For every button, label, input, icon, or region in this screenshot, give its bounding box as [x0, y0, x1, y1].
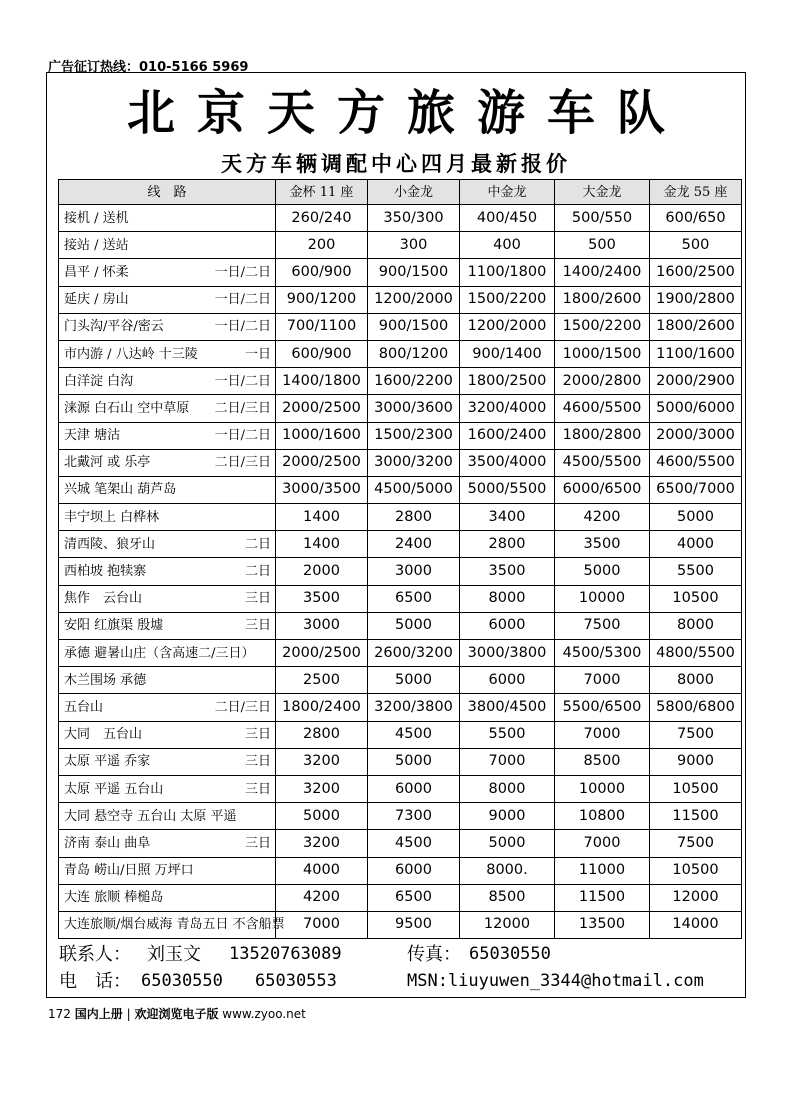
table-row [59, 286, 742, 313]
route-name: 昌平 / 怀柔 [64, 264, 129, 280]
price-cell: 1500/2200 [460, 286, 555, 313]
price-cell: 1100/1600 [650, 340, 742, 367]
table-row [59, 531, 742, 558]
footer-divider: | [126, 1007, 131, 1021]
contact-line-1 [59, 941, 739, 968]
price-cell: 11000 [555, 857, 650, 884]
page-footer [48, 1005, 306, 1022]
price-cell: 2000/3000 [650, 422, 742, 449]
price-cell: 10800 [555, 803, 650, 830]
route-name: 清西陵、狼牙山 [64, 536, 156, 552]
price-cell: 1200/2000 [368, 286, 460, 313]
price-cell: 1400/1800 [276, 368, 368, 395]
price-cell: 2800 [368, 504, 460, 531]
price-cell: 4500/5500 [555, 449, 650, 476]
price-cell: 5500 [650, 558, 742, 585]
price-cell: 350/300 [368, 205, 460, 232]
table-row [59, 449, 742, 476]
route-cell [59, 449, 276, 476]
price-cell: 4600/5500 [650, 449, 742, 476]
price-cell: 6000 [368, 775, 460, 802]
route-duration: 一日/二日 [214, 373, 271, 389]
price-cell: 3000/3200 [368, 449, 460, 476]
price-cell: 4000 [276, 857, 368, 884]
table-row [59, 504, 742, 531]
price-cell: 4500 [368, 830, 460, 857]
header-jinbei-11: 金杯 11 座 [276, 180, 368, 205]
route-name: 安阳 红旗渠 殷墟 [64, 618, 164, 634]
table-row [59, 667, 742, 694]
price-cell: 4500 [368, 721, 460, 748]
price-cell: 500 [650, 232, 742, 259]
price-cell: 2000/2500 [276, 640, 368, 667]
price-cell: 500/550 [555, 205, 650, 232]
price-cell: 3000 [368, 558, 460, 585]
route-name: 五台山 [64, 699, 104, 715]
table-row [59, 395, 742, 422]
table-row [59, 368, 742, 395]
price-cell: 600/650 [650, 205, 742, 232]
price-cell: 10500 [650, 585, 742, 612]
price-cell: 5000 [368, 748, 460, 775]
price-cell: 3200 [276, 748, 368, 775]
price-cell: 4500/5000 [368, 476, 460, 503]
ad-hotline: 广告征订热线：010-5166 5969 [48, 60, 249, 75]
route-cell [59, 748, 276, 775]
route-cell [59, 558, 276, 585]
table-row [59, 612, 742, 639]
price-cell: 1600/2500 [650, 259, 742, 286]
route-cell [59, 232, 276, 259]
price-cell: 5500/6500 [555, 694, 650, 721]
header-route: 线 路 [59, 180, 276, 205]
price-cell: 10500 [650, 775, 742, 802]
price-cell: 2000/2500 [276, 449, 368, 476]
price-cell: 7000 [276, 911, 368, 938]
route-duration: 二日 [244, 536, 271, 552]
price-cell: 2000/2500 [276, 395, 368, 422]
route-name: 大同 五台山 [64, 727, 143, 743]
price-cell: 5000 [276, 803, 368, 830]
price-cell: 7500 [650, 830, 742, 857]
price-cell: 2500 [276, 667, 368, 694]
price-cell: 900/1200 [276, 286, 368, 313]
page-title: 北京天方旅游车队 [126, 85, 687, 141]
route-cell [59, 612, 276, 639]
price-cell: 9500 [368, 911, 460, 938]
price-cell: 1800/2600 [555, 286, 650, 313]
table-row [59, 775, 742, 802]
route-name: 太原 平遥 乔家 [64, 754, 151, 770]
price-cell: 1000/1600 [276, 422, 368, 449]
price-cell: 7000 [555, 830, 650, 857]
price-cell: 1400 [276, 504, 368, 531]
route-name: 大连 旅顺 棒槌岛 [64, 890, 164, 906]
route-cell [59, 857, 276, 884]
price-cell: 14000 [650, 911, 742, 938]
price-cell: 7000 [555, 667, 650, 694]
route-name: 焦作 云台山 [64, 591, 143, 607]
price-cell: 6000 [460, 612, 555, 639]
route-name: 门头沟/平谷/密云 [64, 319, 164, 335]
route-name: 大连旅顺/烟台威海 青岛五日 不含船票 [64, 917, 285, 933]
route-cell [59, 640, 276, 667]
price-cell: 4800/5500 [650, 640, 742, 667]
route-cell [59, 667, 276, 694]
route-cell [59, 911, 285, 938]
route-cell [59, 884, 276, 911]
price-cell: 2800 [460, 531, 555, 558]
route-duration: 一日/二日 [214, 319, 271, 335]
route-duration: 二日/三日 [214, 400, 271, 416]
route-cell [59, 259, 276, 286]
price-cell: 5000/5500 [460, 476, 555, 503]
price-cell: 7500 [650, 721, 742, 748]
footer-section: 国内上册 [74, 1007, 123, 1021]
route-name: 市内游 / 八达岭 十三陵 [64, 346, 198, 362]
phone-number-2: 65030553 [255, 971, 337, 991]
route-name: 北戴河 或 乐亭 [64, 455, 151, 471]
price-cell: 1800/2800 [555, 422, 650, 449]
route-duration: 一日 [244, 346, 271, 362]
route-duration: 三日 [244, 727, 271, 743]
price-cell: 1500/2300 [368, 422, 460, 449]
route-cell [59, 830, 276, 857]
price-cell: 8000 [650, 667, 742, 694]
price-cell: 400/450 [460, 205, 555, 232]
price-cell: 2800 [276, 721, 368, 748]
price-cell: 3800/4500 [460, 694, 555, 721]
price-cell: 3400 [460, 504, 555, 531]
price-cell: 3500 [460, 558, 555, 585]
table-row [59, 585, 742, 612]
route-cell [59, 476, 276, 503]
route-name: 青岛 崂山/日照 万坪口 [64, 863, 194, 879]
price-cell: 4500/5300 [555, 640, 650, 667]
header-large-kinglong: 大金龙 [555, 180, 650, 205]
price-cell: 400 [460, 232, 555, 259]
price-cell: 800/1200 [368, 340, 460, 367]
route-duration: 一日/二日 [214, 292, 271, 308]
contact-info [59, 941, 739, 995]
route-duration: 一日/二日 [214, 264, 271, 280]
price-cell: 1800/2400 [276, 694, 368, 721]
table-row [59, 422, 742, 449]
price-cell: 5000 [368, 612, 460, 639]
price-cell: 5800/6800 [650, 694, 742, 721]
route-cell [59, 585, 276, 612]
route-cell [59, 395, 276, 422]
price-cell: 1200/2000 [460, 313, 555, 340]
route-cell [59, 340, 276, 367]
table-row [59, 911, 742, 938]
price-cell: 1800/2600 [650, 313, 742, 340]
route-cell [59, 504, 276, 531]
table-row [59, 205, 742, 232]
route-duration: 二日/三日 [214, 455, 271, 471]
table-row [59, 558, 742, 585]
table-row [59, 803, 742, 830]
price-cell: 1600/2400 [460, 422, 555, 449]
table-row [59, 830, 742, 857]
price-cell: 300 [368, 232, 460, 259]
table-row [59, 694, 742, 721]
price-cell: 10500 [650, 857, 742, 884]
route-name: 承德 避暑山庄（含高速二/三日） [64, 645, 255, 661]
price-cell: 6500 [368, 585, 460, 612]
route-duration: 三日 [244, 618, 271, 634]
price-cell: 7500 [555, 612, 650, 639]
route-name: 延庆 / 房山 [64, 292, 129, 308]
route-duration: 三日 [244, 591, 271, 607]
page-number: 172 [48, 1007, 71, 1021]
price-cell: 7000 [555, 721, 650, 748]
price-cell: 1400 [276, 531, 368, 558]
price-cell: 10000 [555, 585, 650, 612]
price-sheet [46, 72, 746, 998]
table-row [59, 721, 742, 748]
table-row [59, 884, 742, 911]
price-cell: 1000/1500 [555, 340, 650, 367]
price-cell: 5000/6000 [650, 395, 742, 422]
route-cell [59, 368, 276, 395]
price-cell: 11500 [555, 884, 650, 911]
page-subtitle: 天方车辆调配中心四月最新报价 [221, 151, 571, 176]
price-cell: 4600/5500 [555, 395, 650, 422]
price-cell: 11500 [650, 803, 742, 830]
price-cell: 1600/2200 [368, 368, 460, 395]
price-cell: 12000 [650, 884, 742, 911]
route-cell [59, 531, 276, 558]
table-row [59, 748, 742, 775]
footer-website: www.zyoo.net [222, 1007, 306, 1021]
price-cell: 5500 [460, 721, 555, 748]
table-row [59, 313, 742, 340]
route-cell [59, 775, 276, 802]
route-duration: 三日 [244, 754, 271, 770]
price-cell: 3000/3600 [368, 395, 460, 422]
route-cell [59, 422, 276, 449]
price-cell: 8500 [460, 884, 555, 911]
price-cell: 1400/2400 [555, 259, 650, 286]
price-cell: 700/1100 [276, 313, 368, 340]
price-cell: 12000 [460, 911, 555, 938]
price-cell: 200 [276, 232, 368, 259]
price-cell: 2600/3200 [368, 640, 460, 667]
price-cell: 3500 [276, 585, 368, 612]
price-cell: 1100/1800 [460, 259, 555, 286]
price-cell: 3200 [276, 775, 368, 802]
contact-label: 联系人： [59, 944, 131, 965]
price-cell: 3200/4000 [460, 395, 555, 422]
price-cell: 4200 [276, 884, 368, 911]
price-table [58, 179, 742, 939]
table-row [59, 259, 742, 286]
route-name: 济南 泰山 曲阜 [64, 835, 151, 851]
price-cell: 4000 [650, 531, 742, 558]
route-cell [59, 286, 276, 313]
price-cell: 7300 [368, 803, 460, 830]
route-name: 接机 / 送机 [64, 210, 129, 226]
price-cell: 2000/2900 [650, 368, 742, 395]
contact-mobile: 13520763089 [229, 944, 342, 964]
route-name: 天津 塘沽 [64, 428, 121, 444]
phone-label: 电 话： [59, 971, 131, 992]
price-cell: 5000 [650, 504, 742, 531]
price-cell: 260/240 [276, 205, 368, 232]
contact-line-2 [59, 968, 739, 995]
price-cell: 8000. [460, 857, 555, 884]
price-cell: 3200 [276, 830, 368, 857]
price-cell: 9000 [650, 748, 742, 775]
contact-name: 刘玉文 [147, 944, 201, 965]
table-header-row [59, 180, 742, 205]
route-duration: 三日 [244, 781, 271, 797]
price-cell: 3200/3800 [368, 694, 460, 721]
route-name: 涞源 白石山 空中草原 [64, 400, 190, 416]
price-cell: 3500 [555, 531, 650, 558]
route-cell [59, 803, 276, 830]
price-cell: 5000 [555, 558, 650, 585]
price-cell: 2000/2800 [555, 368, 650, 395]
header-medium-kinglong: 中金龙 [460, 180, 555, 205]
route-cell [59, 694, 276, 721]
table-row [59, 340, 742, 367]
price-cell: 900/1400 [460, 340, 555, 367]
price-cell: 5000 [368, 667, 460, 694]
route-duration: 一日/二日 [214, 428, 271, 444]
price-cell: 500 [555, 232, 650, 259]
price-cell: 13500 [555, 911, 650, 938]
price-cell: 3000/3500 [276, 476, 368, 503]
route-name: 木兰围场 承德 [64, 672, 147, 688]
price-cell: 8500 [555, 748, 650, 775]
phone-number-1: 65030550 [141, 971, 223, 991]
price-cell: 6500/7000 [650, 476, 742, 503]
route-name: 大同 悬空寺 五台山 太原 平遥 [64, 808, 237, 824]
table-row [59, 232, 742, 259]
price-cell: 8000 [460, 775, 555, 802]
route-name: 兴城 笔架山 葫芦岛 [64, 482, 177, 498]
route-cell [59, 205, 276, 232]
price-cell: 4200 [555, 504, 650, 531]
route-name: 白洋淀 白沟 [64, 373, 134, 389]
price-cell: 5000 [460, 830, 555, 857]
price-cell: 1900/2800 [650, 286, 742, 313]
price-cell: 9000 [460, 803, 555, 830]
route-duration: 二日/三日 [214, 699, 271, 715]
footer-tagline: 欢迎浏览电子版 [134, 1007, 219, 1021]
price-cell: 3500/4000 [460, 449, 555, 476]
price-cell: 6000/6500 [555, 476, 650, 503]
route-name: 西柏坡 抱犊寨 [64, 564, 147, 580]
table-row [59, 476, 742, 503]
route-cell [59, 313, 276, 340]
fax-number: 65030550 [469, 944, 551, 964]
route-cell [59, 721, 276, 748]
price-cell: 600/900 [276, 340, 368, 367]
price-cell: 6000 [460, 667, 555, 694]
route-duration: 二日 [244, 564, 271, 580]
price-cell: 1500/2200 [555, 313, 650, 340]
table-row [59, 640, 742, 667]
route-name: 接站 / 送站 [64, 237, 129, 253]
table-row [59, 857, 742, 884]
route-duration: 三日 [244, 835, 271, 851]
price-cell: 10000 [555, 775, 650, 802]
price-cell: 6000 [368, 857, 460, 884]
price-cell: 3000 [276, 612, 368, 639]
price-cell: 8000 [460, 585, 555, 612]
route-name: 太原 平遥 五台山 [64, 781, 164, 797]
price-cell: 3000/3800 [460, 640, 555, 667]
price-cell: 6500 [368, 884, 460, 911]
fax-label: 传真： [407, 944, 461, 965]
price-cell: 900/1500 [368, 259, 460, 286]
header-kinglong-55: 金龙 55 座 [650, 180, 742, 205]
price-cell: 2000 [276, 558, 368, 585]
msn-contact: MSN:liuyuwen_3344@hotmail.com [407, 971, 704, 991]
route-name: 丰宁坝上 白桦林 [64, 509, 160, 525]
price-cell: 600/900 [276, 259, 368, 286]
price-cell: 1800/2500 [460, 368, 555, 395]
price-cell: 8000 [650, 612, 742, 639]
price-cell: 7000 [460, 748, 555, 775]
price-cell: 900/1500 [368, 313, 460, 340]
header-small-kinglong: 小金龙 [368, 180, 460, 205]
price-cell: 2400 [368, 531, 460, 558]
